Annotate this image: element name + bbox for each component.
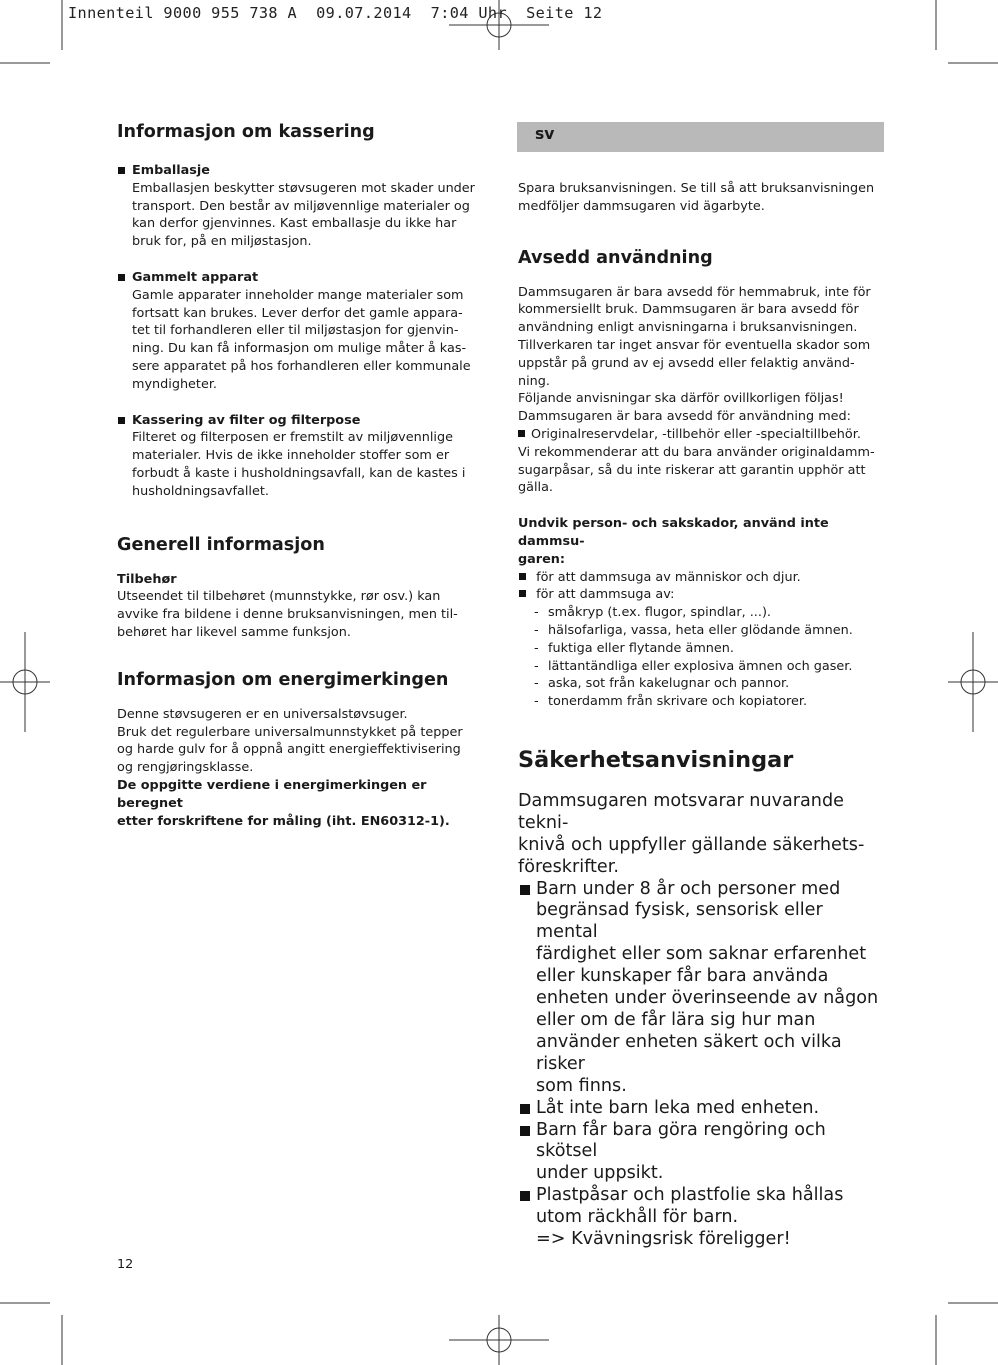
- heading-kassering: Informasjon om kassering: [117, 122, 375, 142]
- item-title: Gammelt apparat: [132, 269, 259, 285]
- dash-text: lättantändliga eller explosiva ämnen och gaser.: [548, 658, 853, 674]
- dash-item: - fuktiga eller flytande ämnen.: [534, 640, 734, 656]
- page-number: 12: [117, 1257, 134, 1272]
- kassering-item: [117, 162, 482, 251]
- text-line: Spara bruksanvisningen. Se till så att bruksanvisningen: [518, 181, 875, 196]
- dash-text: småkryp (t.ex. flugor, spindlar, ...).: [548, 605, 772, 621]
- bullet-text: för att dammsuga av:: [536, 587, 675, 603]
- item-title: Kassering av filter og filterpose: [132, 412, 361, 428]
- heading-generell: Generell informasjon: [117, 534, 325, 555]
- text-line: enheten under överinseende av någon: [536, 988, 879, 1009]
- text-line: og harde gulv for å oppnå angitt energieffektivisering: [117, 742, 461, 758]
- text-line: Dammsugaren är bara avsedd för hemmabruk, inte för: [518, 284, 871, 300]
- bullet-square-icon: [118, 274, 125, 281]
- bullet-square-icon: [518, 430, 525, 437]
- text-line: uppstår på grund av ej avsedd eller felaktig använd-: [518, 355, 855, 371]
- text-line: Vi rekommenderar att du bara använder originaldamm-: [518, 444, 875, 460]
- bullet-square-icon: [520, 1126, 530, 1136]
- text-line: sugarpåsar, så du inte riskerar att garantin upphör att: [518, 462, 866, 478]
- text-line: Utseendet til tilbehøret (munnstykke, rør osv.) kan: [117, 589, 441, 605]
- text-line: användning enligt anvisningarna i bruksanvisningen.: [518, 320, 858, 336]
- text-line: etter forskriftene for måling (iht. EN60312-1).: [117, 813, 450, 829]
- text-line: knivå och uppfyller gällande säkerhets-: [518, 834, 865, 855]
- heading-energi: Informasjon om energimerkingen: [117, 669, 449, 690]
- dash-item: - tonerdamm från skrivare och kopiatorer.: [534, 694, 808, 710]
- dash-text: tonerdamm från skrivare och kopiatorer.: [548, 694, 808, 710]
- dash-item: - aska, sot från kakelugnar och pannor.: [534, 676, 790, 692]
- safety-item: [518, 1120, 884, 1186]
- text-line: medföljer dammsugaren vid ägarbyte.: [518, 198, 765, 214]
- safety-item: [518, 1185, 884, 1251]
- text-line: gälla.: [518, 480, 553, 496]
- kassering-item: [117, 269, 482, 394]
- text-line: ning.: [518, 373, 550, 389]
- text-line: Denne støvsugeren er en universalstøvsuger.: [117, 706, 408, 722]
- kassering-item: [117, 412, 482, 501]
- text-line: under uppsikt.: [536, 1163, 664, 1184]
- text-line: begränsad fysisk, sensorisk eller mental: [536, 900, 823, 943]
- dash-text: aska, sot från kakelugnar och pannor.: [548, 676, 790, 692]
- text-line: Dammsugaren är bara avsedd för användning med:: [518, 409, 851, 425]
- text-line: transport. Den består av miljøvennlige materialer og: [132, 198, 470, 214]
- text-line: Gamle apparater inneholder mange materialer som: [132, 287, 464, 303]
- dash-text: fuktiga eller flytande ämnen.: [548, 640, 734, 656]
- bullet-square-icon: [520, 1191, 530, 1201]
- text-line: husholdningsavfallet.: [132, 483, 269, 499]
- text-line: använder enheten säkert och vilka risker: [536, 1031, 842, 1074]
- text-line: avvike fra bildene i denne bruksanvisningen, men til-: [117, 607, 458, 623]
- heading-sakerhet: Säkerhetsanvisningar: [518, 746, 794, 773]
- language-tab-label: sv: [535, 125, 555, 143]
- left-column: [117, 120, 482, 830]
- safety-item: [518, 1098, 884, 1120]
- bullet-text: för att dammsuga av människor och djur.: [536, 569, 801, 585]
- text-line: => Kvävningsrisk föreligger!: [536, 1229, 791, 1250]
- text-line: föreskrifter.: [518, 856, 619, 877]
- text-line: färdighet eller som saknar erfarenhet: [536, 944, 867, 965]
- bullet-square-icon: [519, 590, 526, 597]
- text-line: behøret har likevel samme funksjon.: [117, 624, 351, 640]
- subtitle-tilbehor: Tilbehør: [117, 571, 177, 587]
- dash-item: - lättantändliga eller explosiva ämnen och gaser.: [534, 658, 853, 674]
- text-line: Följande anvisningar ska därför ovillkorligen följas!: [518, 391, 844, 407]
- bullet-square-icon: [519, 573, 526, 580]
- text-line: Tillverkaren tar inget ansvar för eventuella skador som: [518, 337, 871, 353]
- language-tab: [517, 122, 884, 152]
- text-line: ning. Du kan få informasjon om mulige måter å kas-: [132, 341, 467, 357]
- text-line: Dammsugaren motsvarar nuvarande tekni-: [518, 790, 844, 833]
- text-line: Bruk det regulerbare universalmunnstykket på tepper: [117, 724, 463, 740]
- bullet-square-icon: [118, 167, 125, 174]
- bullet-square-icon: [118, 417, 125, 424]
- text-line: De oppgitte verdiene i energimerkingen er beregnet: [117, 777, 427, 811]
- text-line: Barn under 8 år och personer med: [536, 878, 841, 899]
- text-line: myndigheter.: [132, 376, 217, 392]
- text-line: og rengjøringsklasse.: [117, 760, 254, 776]
- text-line: Plastpåsar och plastfolie ska hållas: [536, 1185, 844, 1206]
- text-line: Undvik person- och sakskador, använd inte dammsu-: [518, 516, 829, 549]
- text-line: Låt inte barn leka med enheten.: [536, 1097, 820, 1118]
- text-line: forbudt å kaste i husholdningsavfall, kan de kastes i: [132, 465, 466, 481]
- dash-item: - småkryp (t.ex. flugor, spindlar, ...).: [534, 605, 772, 621]
- bullet-square-icon: [520, 1104, 530, 1114]
- text-line: materialer. Hvis de ikke inneholder stoffer som er: [132, 448, 450, 464]
- heading-avsedd: Avsedd användning: [518, 247, 713, 268]
- item-title: Emballasje: [132, 163, 210, 178]
- text-line: bruk for, på en miljøstasjon.: [132, 234, 312, 250]
- text-line: sere apparatet på hos forhandleren eller kommunale: [132, 358, 471, 374]
- right-column: [518, 180, 884, 1251]
- text-line: fortsatt kan brukes. Lever derfor det gamle appara-: [132, 305, 463, 321]
- text-line: kommersiellt bruk. Dammsugaren är bara avsedd för: [518, 302, 859, 318]
- text-line: som finns.: [536, 1075, 627, 1096]
- text-line: Filteret og filterposen er fremstilt av miljøvennlige: [132, 430, 453, 446]
- bullet-text: Originalreservdelar, -tillbehör eller -specialtillbehör.: [531, 426, 861, 442]
- bullet-square-icon: [520, 885, 530, 895]
- text-line: tet til forhandleren eller til miljøstasjon for gjenvin-: [132, 323, 459, 339]
- undvik-bullet: [518, 586, 884, 604]
- text-line: Barn får bara göra rengöring och skötsel: [536, 1119, 826, 1162]
- text-line: Emballasjen beskytter støvsugeren mot skader under: [132, 180, 475, 196]
- undvik-bullet: [518, 569, 884, 587]
- safety-item: [518, 879, 884, 1098]
- avsedd-bullet: [518, 426, 884, 444]
- text-line: kan derfor gjenvinnes. Kast emballasje du ikke har: [132, 216, 457, 232]
- printer-slug: Innenteil 9000 955 738 A 09.07.2014 7:04 Uhr Seite 12: [68, 4, 603, 22]
- dash-item: - hälsofarliga, vassa, heta eller glödande ämnen.: [534, 622, 853, 638]
- text-line: utom räckhåll för barn.: [536, 1207, 739, 1228]
- text-line: garen:: [518, 551, 566, 567]
- dash-text: hälsofarliga, vassa, heta eller glödande ämnen.: [548, 622, 853, 638]
- text-line: eller kunskaper får bara använda: [536, 966, 829, 987]
- text-line: eller om de får lära sig hur man: [536, 1009, 816, 1030]
